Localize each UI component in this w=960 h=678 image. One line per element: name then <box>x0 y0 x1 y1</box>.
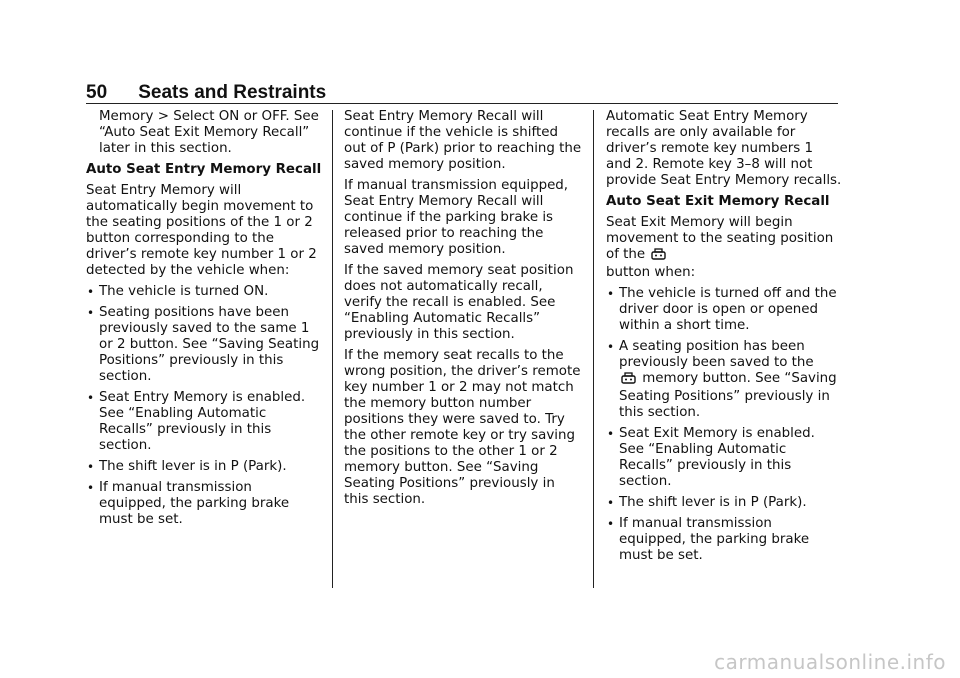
section-title: Seats and Restraints <box>138 82 327 103</box>
paragraph: If the memory seat recalls to the wrong position, the driver’s remote key number 1 or 2 may not match the memory button number positions they were saved to. Try the other remote key or try saving the positions to the other 1 or 2 memory button. See “Saving Seating Positions” previously in this section. <box>344 348 581 507</box>
list-item: • If manual transmission equipped, the parking brake must be set. <box>86 480 322 528</box>
entry-recall-intro: Seat Entry Memory will automatically begin movement to the seating positions of the 1 or 2 button corresponding to the driver’s remote key number 1 or 2 detected by the vehicle when: <box>86 183 317 278</box>
entry-recall-heading: Auto Seat Entry Memory Recall <box>86 162 322 177</box>
column-2 <box>344 109 582 513</box>
exit-recall-heading: Auto Seat Exit Memory Recall <box>606 194 830 209</box>
watermark: carmanualsonline.info <box>714 650 946 674</box>
list-item-text: memory button. See “Saving Seating Positions” previously in this section. <box>619 371 837 420</box>
exit-recall-intro <box>606 215 842 281</box>
page-number: 50 <box>86 82 108 103</box>
paragraph: Automatic Seat Entry Memory recalls are only available for driver’s remote key numbers 1 and 2. Remote key 3–8 will not provide Seat Entry Memory recalls. <box>606 109 842 188</box>
exit-intro-text: Seat Exit Memory will begin movement to the seating position of the <box>606 215 834 262</box>
list-item: • The vehicle is turned off and the driver door is open or opened within a short time. <box>606 286 842 334</box>
continued-paragraph: Memory > Select ON or OFF. See “Auto Seat Exit Memory Recall” later in this section. <box>99 109 319 156</box>
list-item: • Seat Exit Memory is enabled. See “Enabling Automatic Recalls” previously in this section. <box>606 426 842 490</box>
column-1 <box>86 109 322 533</box>
seat-exit-memory-icon <box>651 248 666 265</box>
column-divider <box>593 110 594 588</box>
exit-intro-text: button when: <box>606 265 696 280</box>
paragraph: If manual transmission equipped, Seat Entry Memory Recall will continue if the parking brake is released prior to reaching the saved memory position. <box>344 178 569 257</box>
list-item-text: A seating position has been previously been saved to the <box>619 339 814 370</box>
page-header <box>86 82 326 104</box>
column-divider <box>332 110 333 588</box>
entry-conditions-list <box>86 284 322 528</box>
paragraph: If the saved memory seat position does not automatically recall, verify the recall is enabled. See “Enabling Automatic Recalls” previously in this section. <box>344 263 574 342</box>
list-item: • Seat Entry Memory is enabled. See “Enabling Automatic Recalls” previously in this section. <box>86 390 322 454</box>
seat-exit-memory-icon <box>621 372 636 389</box>
paragraph: Seat Entry Memory Recall will continue if the vehicle is shifted out of P (Park) prior to reaching the saved memory position. <box>344 109 582 172</box>
exit-conditions-list <box>606 286 842 564</box>
list-item: • Seating positions have been previously saved to the same 1 or 2 button. See “Saving Seating Positions” previously in this section. <box>86 305 322 385</box>
list-item: • The shift lever is in P (Park). <box>86 459 322 475</box>
list-item <box>606 339 842 421</box>
column-3 <box>606 109 842 569</box>
list-item: • The vehicle is turned ON. <box>86 284 322 300</box>
list-item: • If manual transmission equipped, the parking brake must be set. <box>606 516 842 564</box>
header-rule <box>86 103 838 104</box>
list-item: • The shift lever is in P (Park). <box>606 495 842 511</box>
